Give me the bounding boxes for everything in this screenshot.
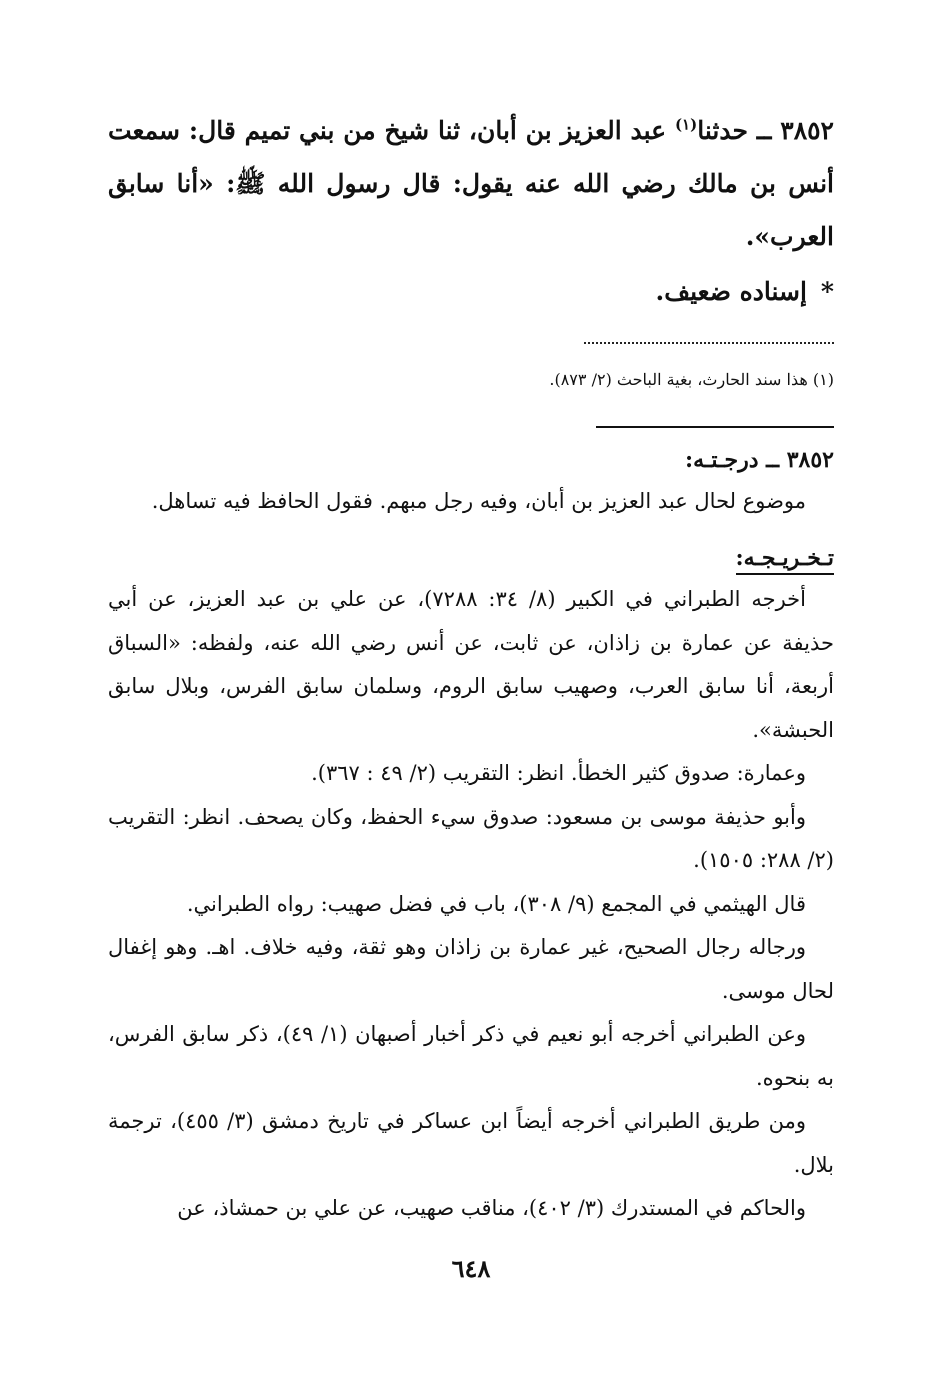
- takhrij-paragraph: وعمارة: صدوق كثير الخطأ. انظر: التقريب (٢/ ٤٩ : ٣٦٧).: [311, 761, 806, 785]
- degree-heading: [108, 440, 834, 480]
- hadith-text-before-ref: حدثنا: [697, 116, 748, 145]
- takhrij-section: [108, 538, 834, 1231]
- page-number: ٦٤٨: [451, 1254, 491, 1283]
- takhrij-paragraph: وعن الطبراني أخرجه أبو نعيم في ذكر أخبار أصبهان (١/ ٤٩)، ذكر سابق الفرس، به بنحوه.: [108, 1022, 834, 1090]
- degree-paragraph: موضوع لحال عبد العزيز بن أبان، وفيه رجل مبهم. فقول الحافظ فيه تساهل.: [151, 489, 806, 513]
- takhrij-paragraph: ومن طريق الطبراني أخرجه أيضاً ابن عساكر في تاريخ دمشق (٣/ ٤٥٥)، ترجمة بلال.: [108, 1109, 834, 1177]
- grading-text: إسناده ضعيف.: [655, 277, 807, 306]
- hadith-dash: ــ: [756, 116, 772, 145]
- isnad-grading: [108, 268, 834, 316]
- takhrij-paragraph: ورجاله رجال الصحيح، غير عمارة بن زاذان وهو ثقة، وفيه خلاف. اهـ. وهو إغفال لحال موسى.: [108, 935, 834, 1003]
- footnote: (١) هذا سند الحارث، بغية الباحث (٢/ ٨٧٣).: [549, 370, 834, 389]
- degree-section: [108, 440, 834, 524]
- commentary-divider: [596, 426, 834, 428]
- hadith-text-after-ref: عبد العزيز بن أبان، ثنا شيخ من بني تميم قال: سمعت أنس بن مالك رضي الله عنه يقول: قال رسول الله ﷺ: «أنا سابق العرب».: [108, 116, 834, 251]
- star-icon: *: [820, 277, 834, 306]
- takhrij-paragraph: قال الهيثمي في المجمع (٩/ ٣٠٨)، باب في فضل صهيب: رواه الطبراني.: [186, 891, 806, 916]
- takhrij-heading-text: تـخـريـجـه:: [736, 545, 834, 575]
- takhrij-paragraph: أخرجه الطبراني في الكبير (٨/ ٣٤: ٧٢٨٨)، عن علي بن عبد العزيز، عن أبي حذيفة عن عمارة بن زاذان، عن ثابت، عن أنس رضي الله عنه، ولفظه: «السباق أربعة، أنا سابق العرب، وصهيب سابق الروم، وسلمان سابق الفرس، وبلال سابق الحبشة».: [108, 587, 834, 742]
- footnote-reference: (١): [674, 115, 698, 134]
- hadith-number: ٣٨٥٢: [780, 116, 834, 145]
- footnote-dotted-divider: [584, 342, 834, 344]
- main-hadith-text: [108, 104, 834, 263]
- takhrij-heading: [108, 538, 834, 578]
- degree-heading-text: ٣٨٥٢ ــ درجـتـه:: [685, 447, 834, 473]
- takhrij-paragraph: والحاكم في المستدرك (٣/ ٤٠٢)، مناقب صهيب، عن علي بن حمشاذ، عن: [177, 1196, 806, 1220]
- takhrij-paragraph: وأبو حذيفة موسى بن مسعود: صدوق سيء الحفظ، وكان يصحف. انظر: التقريب (٢/ ٢٨٨: ١٥٠٥).: [108, 804, 834, 872]
